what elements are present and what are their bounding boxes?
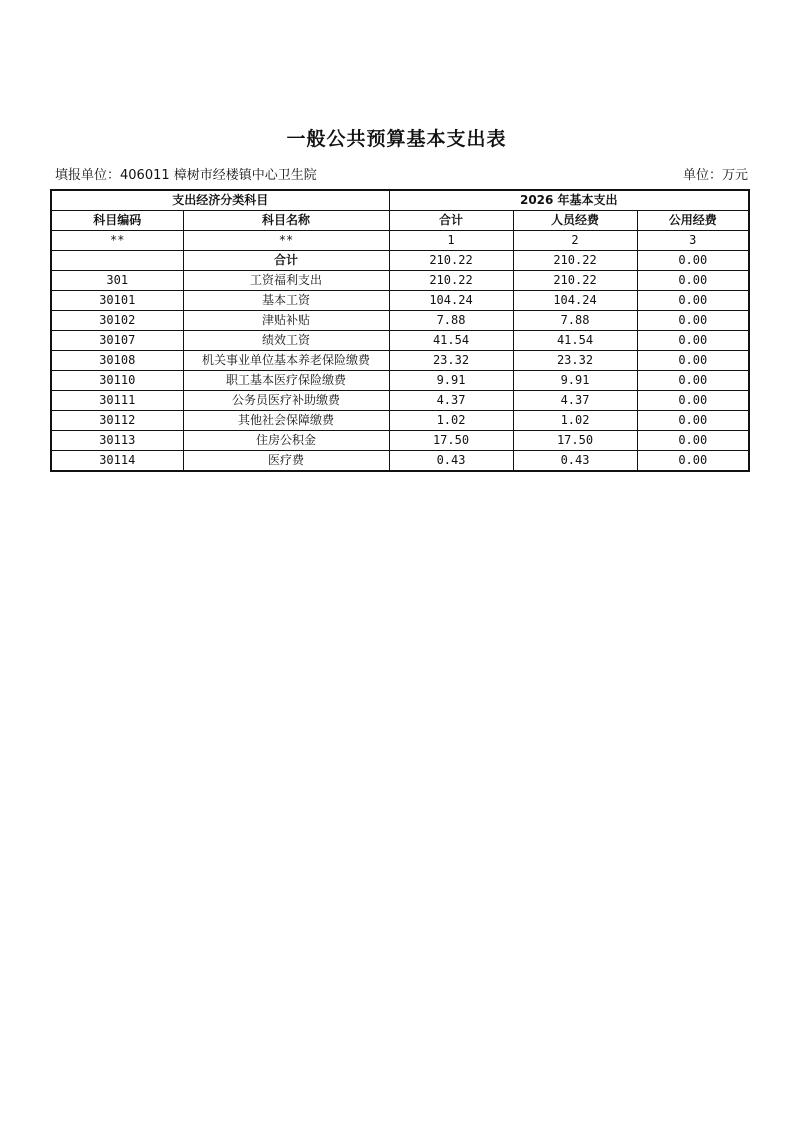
col-header-public: 公用经费 [637,211,749,231]
row-name: 工资福利支出 [183,271,389,291]
row-code: 30110 [51,371,183,391]
index-personnel: 2 [513,231,637,251]
col-header-personnel: 人员经费 [513,211,637,231]
row-public: 0.00 [637,391,749,411]
total-code [51,251,183,271]
index-public: 3 [637,231,749,251]
row-total: 23.32 [389,351,513,371]
row-total: 4.37 [389,391,513,411]
table-row [51,371,749,391]
col-header-total: 合计 [389,211,513,231]
col-header-name: 科目名称 [183,211,389,231]
row-code: 301 [51,271,183,291]
row-code: 30113 [51,431,183,451]
table-row [51,291,749,311]
table-row [51,331,749,351]
row-personnel: 1.02 [513,411,637,431]
table-row [51,391,749,411]
row-name: 公务员医疗补助缴费 [183,391,389,411]
row-name: 津贴补贴 [183,311,389,331]
row-name: 职工基本医疗保险缴费 [183,371,389,391]
row-public: 0.00 [637,351,749,371]
index-name: ** [183,231,389,251]
row-code: 30112 [51,411,183,431]
table-row [51,271,749,291]
row-total: 7.88 [389,311,513,331]
table-row [51,411,749,431]
row-code: 30107 [51,331,183,351]
row-public: 0.00 [637,311,749,331]
table-row [51,351,749,371]
row-public: 0.00 [637,371,749,391]
group-header-left: 支出经济分类科目 [51,190,389,211]
total-amount: 210.22 [389,251,513,271]
index-code: ** [51,231,183,251]
column-header-row [51,211,749,231]
row-total: 104.24 [389,291,513,311]
row-total: 0.43 [389,451,513,472]
row-code: 30101 [51,291,183,311]
row-public: 0.00 [637,331,749,351]
group-header-right: 2026 年基本支出 [389,190,749,211]
total-row [51,251,749,271]
index-total: 1 [389,231,513,251]
row-personnel: 41.54 [513,331,637,351]
row-code: 30114 [51,451,183,472]
row-public: 0.00 [637,451,749,472]
row-total: 41.54 [389,331,513,351]
row-public: 0.00 [637,271,749,291]
row-personnel: 23.32 [513,351,637,371]
row-name: 基本工资 [183,291,389,311]
row-code: 30111 [51,391,183,411]
row-code: 30102 [51,311,183,331]
row-name: 其他社会保障缴费 [183,411,389,431]
col-header-code: 科目编码 [51,211,183,231]
budget-table [50,189,750,472]
table-row [51,311,749,331]
row-public: 0.00 [637,291,749,311]
row-total: 17.50 [389,431,513,451]
row-name: 绩效工资 [183,331,389,351]
total-label: 合计 [183,251,389,271]
row-public: 0.00 [637,411,749,431]
total-public: 0.00 [637,251,749,271]
group-header-row [51,190,749,211]
page-title: 一般公共预算基本支出表 [286,128,507,150]
row-personnel: 104.24 [513,291,637,311]
row-personnel: 0.43 [513,451,637,472]
index-row [51,231,749,251]
row-personnel: 17.50 [513,431,637,451]
reporting-unit: 填报单位：406011 樟树市经楼镇中心卫生院 [55,168,317,183]
currency-unit: 单位：万元 [682,168,748,183]
row-total: 210.22 [389,271,513,291]
table-row [51,451,749,472]
row-code: 30108 [51,351,183,371]
row-name: 住房公积金 [183,431,389,451]
row-public: 0.00 [637,431,749,451]
row-personnel: 7.88 [513,311,637,331]
row-total: 9.91 [389,371,513,391]
table-row [51,431,749,451]
row-personnel: 9.91 [513,371,637,391]
total-personnel: 210.22 [513,251,637,271]
row-name: 医疗费 [183,451,389,472]
row-name: 机关事业单位基本养老保险缴费 [183,351,389,371]
row-personnel: 4.37 [513,391,637,411]
row-personnel: 210.22 [513,271,637,291]
row-total: 1.02 [389,411,513,431]
